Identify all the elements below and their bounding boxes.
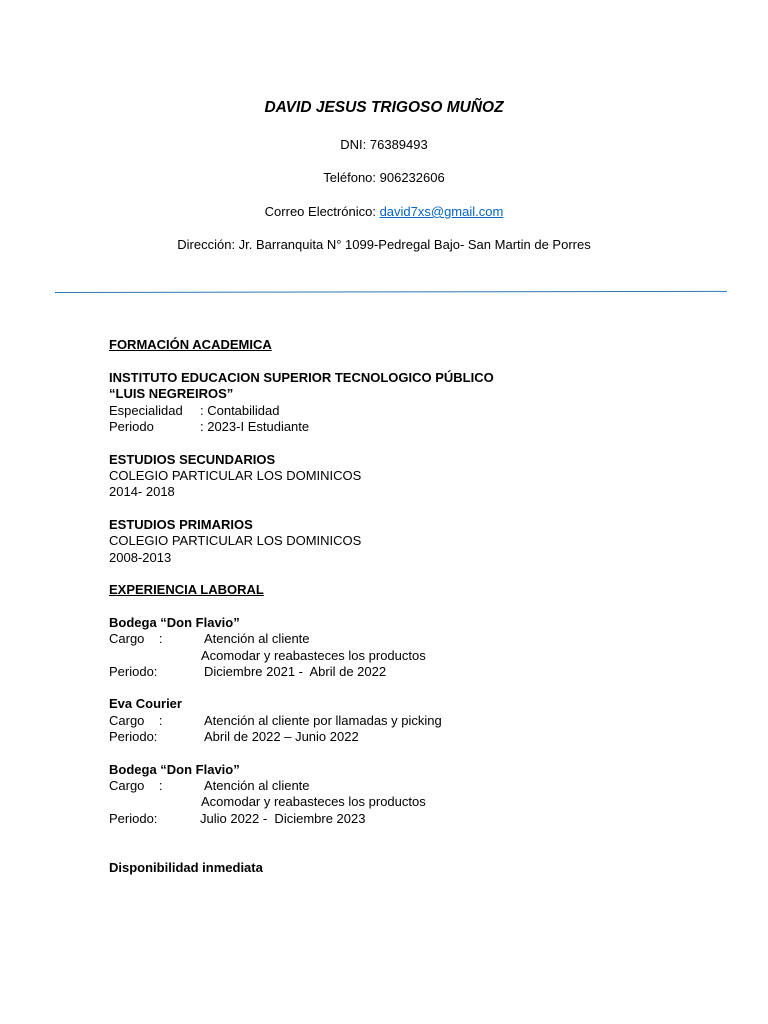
- job-period: Julio 2022 - Diciembre 2023: [200, 811, 366, 826]
- period-value: : 2023-I Estudiante: [200, 419, 310, 434]
- education-heading: FORMACIÓN ACADEMICA: [109, 337, 272, 352]
- candidate-name: DAVID JESUS TRIGOSO MUÑOZ: [264, 99, 504, 116]
- cargo-label: Cargo :: [109, 778, 163, 793]
- job-duty: Atención al cliente por llamadas y picking: [204, 713, 442, 728]
- primary-school: COLEGIO PARTICULAR LOS DOMINICOS: [109, 533, 362, 548]
- institute-name-2: “LUIS NEGREIROS”: [109, 386, 234, 401]
- email-link[interactable]: david7xs@gmail.com: [379, 204, 504, 219]
- job-company: Eva Courier: [109, 696, 182, 711]
- job-period: Abril de 2022 – Junio 2022: [204, 729, 359, 744]
- job-period-row: [109, 811, 509, 827]
- email-label: Correo Electrónico:: [264, 204, 380, 219]
- address: Dirección: Jr. Barranquita N° 1099-Pedregal Bajo- San Martin de Porres: [177, 237, 591, 252]
- cargo-label: Cargo :: [109, 631, 163, 646]
- specialty-row: [109, 403, 280, 419]
- secondary-years: 2014- 2018: [109, 484, 175, 499]
- institute-name: INSTITUTO EDUCACION SUPERIOR TECNOLOGICO PÚBLICO: [109, 370, 494, 385]
- secondary-school: COLEGIO PARTICULAR LOS DOMINICOS: [109, 468, 362, 483]
- job-duty: Acomodar y reabasteces los productos: [201, 794, 426, 809]
- primary-title: ESTUDIOS PRIMARIOS: [109, 517, 253, 532]
- divider: [55, 291, 727, 293]
- email-line: [0, 204, 768, 220]
- experience-heading: EXPERIENCIA LABORAL: [109, 582, 264, 597]
- job-period: Diciembre 2021 - Abril de 2022: [204, 664, 387, 679]
- secondary-title: ESTUDIOS SECUNDARIOS: [109, 452, 276, 467]
- job-cargo-row: [109, 778, 509, 794]
- job-company: Bodega “Don Flavio”: [109, 762, 240, 777]
- period-label: Periodo:: [109, 664, 158, 679]
- job-period-row: [109, 664, 509, 680]
- job-cargo-row: [109, 631, 509, 647]
- period-label: Periodo:: [109, 729, 158, 744]
- cargo-label: Cargo :: [109, 713, 163, 728]
- availability: Disponibilidad inmediata: [109, 860, 263, 875]
- job-duty: Atención al cliente: [204, 631, 310, 646]
- job-duty: Atención al cliente: [204, 778, 310, 793]
- period-row: [109, 419, 310, 435]
- specialty-label: Especialidad: [109, 403, 183, 418]
- period-label: Periodo: [109, 419, 154, 434]
- job-cargo-row: [109, 713, 509, 729]
- primary-years: 2008-2013: [109, 550, 172, 565]
- period-label: Periodo:: [109, 811, 158, 826]
- job-company: Bodega “Don Flavio”: [109, 615, 240, 630]
- job-duty: Acomodar y reabasteces los productos: [201, 648, 426, 663]
- phone: Teléfono: 906232606: [323, 170, 445, 185]
- specialty-value: : Contabilidad: [200, 403, 280, 418]
- dni: DNI: 76389493: [340, 137, 428, 152]
- job-period-row: [109, 729, 509, 745]
